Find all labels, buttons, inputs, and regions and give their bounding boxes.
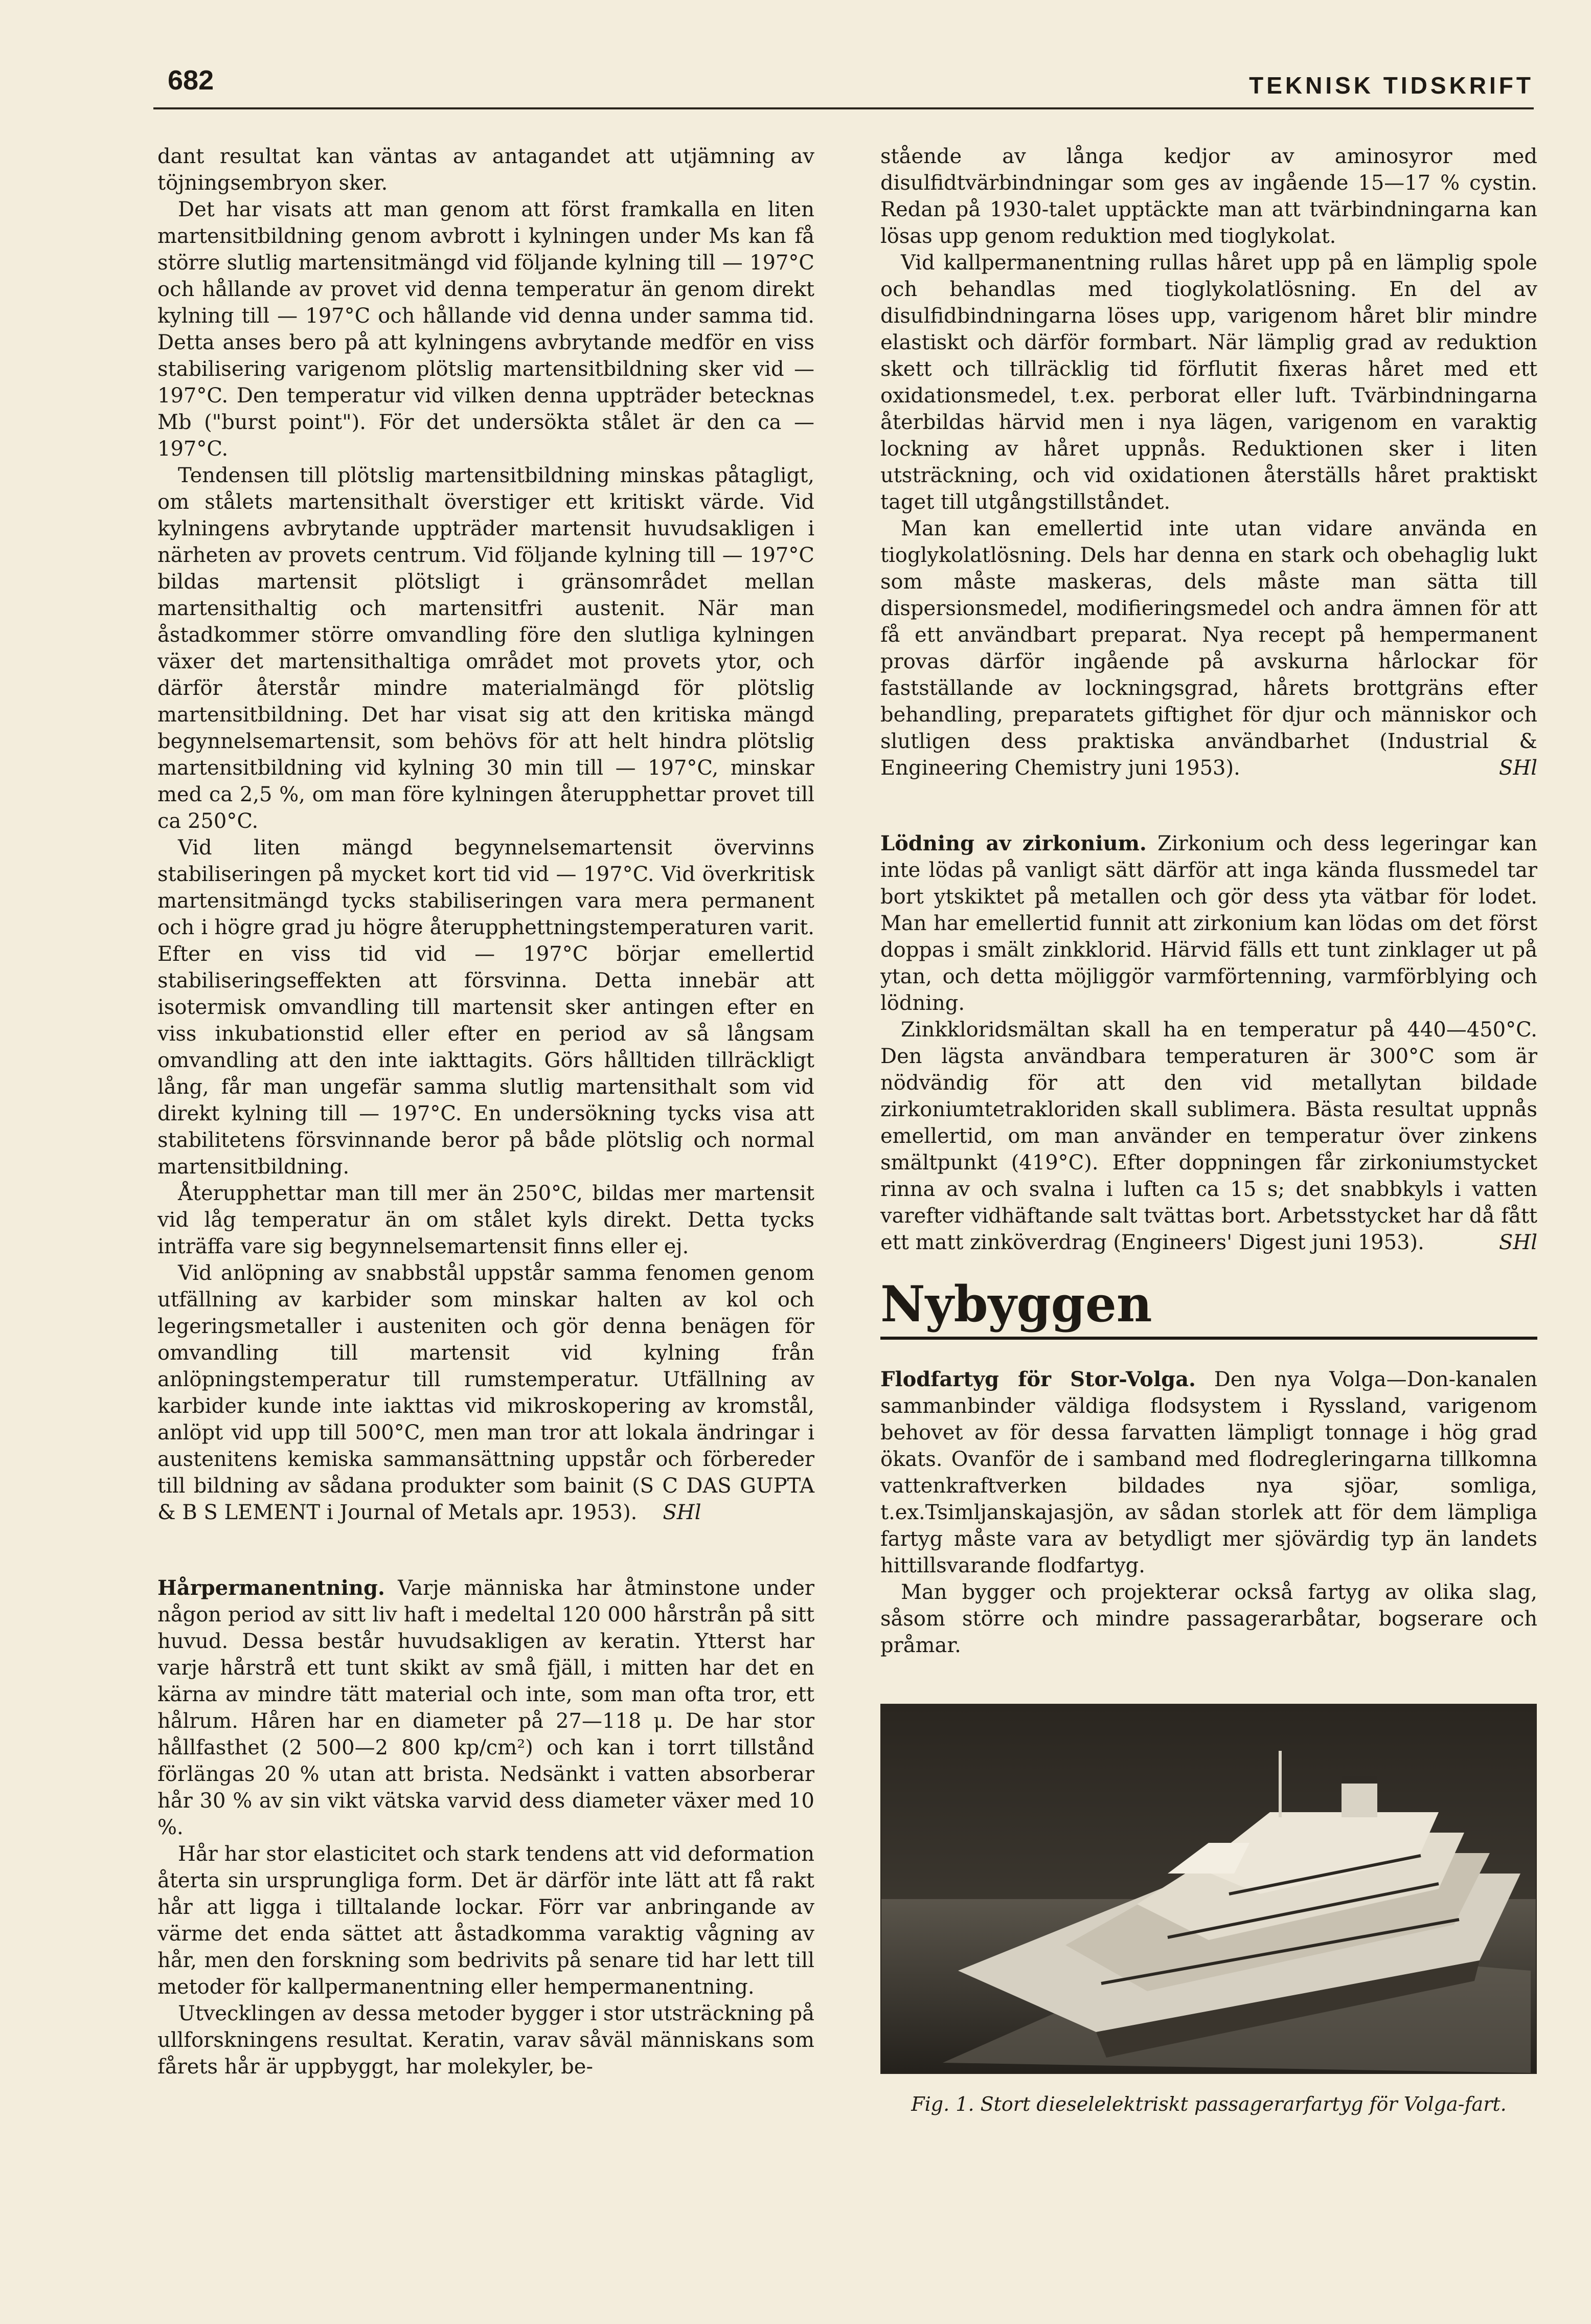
author-signature: SHl <box>1498 1231 1537 1254</box>
article-heading: Flodfartyg för Stor-Volga. <box>880 1367 1196 1391</box>
paragraph: Hår har stor elasticitet och stark tendens att vid deformation återta sin ursprungliga form. Det är därför inte lätt att få rakt hår att ligga i tilltalande lockar. Förr var anbringande av värme det enda sättet att åstadkomma varaktig vågning av hår, men den forskning som bedrivits på senare tid har lett till metoder för kallpermanentning eller hempermanentning. <box>157 1842 814 1999</box>
paragraph: Man bygger och projekterar också fartyg av olika slag, såsom större och mindre passagerarbåtar, bogserare och pråmar. <box>880 1581 1537 1657</box>
author-signature: SHl <box>1498 756 1537 780</box>
section-divider <box>880 1337 1537 1340</box>
section-title: Nybyggen <box>880 1275 1152 1333</box>
author-signature: SHl <box>663 1501 701 1524</box>
paragraph: Utvecklingen av dessa metoder bygger i stor utsträckning på ullforskningens resultat. Keratin, varav såväl människans som fårets hår är uppbyggt, har molekyler, be- <box>157 2002 814 2079</box>
article-hair-permanent <box>157 1575 814 1841</box>
article-zirconium-soldering <box>880 830 1537 1017</box>
paragraph-with-sign <box>880 1017 1537 1256</box>
paragraph: Tendensen till plötslig martensitbildning minskas påtagligt, om stålets martensithalt överstiger ett kritiskt värde. Vid kylningens avbrytande uppträder martensit huvudsakligen i närheten av provets centrum. Vid följande kylning till — 197°C bildas martensit plötsligt i gränsområdet mellan martensithaltig och martensitfri austenit. När man åstadkommer större omvandling före den slutliga kylningen växer det martensithaltiga området mot provets ytor, och därför återstår mindre materialmängd för plötslig martensitbildning. Det har visat sig att den kritiska mängd begynnelsemartensit, som behövs för att helt hindra plötslig martensitbildning vid kylning 30 min till — 197°C, minskar med ca 2,5 %, om man före kylningen återupphettar provet till ca 250°C. <box>157 464 814 833</box>
paragraph: dant resultat kan väntas av antagandet att utjämning av töjningsembryon sker. <box>157 145 814 195</box>
ship-illustration <box>881 1705 1536 2073</box>
left-column <box>157 143 814 2080</box>
paragraph-with-sign <box>880 515 1537 781</box>
paragraph-text: Man kan emellertid inte utan vidare använda en tioglykolatlösning. Dels har denna en stark och obehaglig lukt som måste maskeras, dels måste man sätta till dispersionsmedel, modifieringsmedel och andra ämnen för att få ett användbart preparat. Nya recept på hempermanent provas därför ingående på avskurna hårlockar för fastställande av lockningsgrad, hårets brottgräns efter behandling, preparatets giftighet för djur och människor och slutligen dess praktiska användbarhet (Industrial & Engineering Chemistry juni 1953). <box>880 517 1537 780</box>
paragraph: Det har visats att man genom att först framkalla en liten martensitbildning genom avbrott i kylningen under Ms kan få större slutlig martensitmängd vid följande kylning till — 197°C och hållande av provet vid denna temperatur än genom direkt kylning till — 197°C och hållande vid denna under samma tid. Detta anses bero på att kylningens avbrytande medför en viss stabilisering varigenom plötslig martensitbildning sker vid — 197°C. Den temperatur vid vilken denna uppträder betecknas Mb ("burst point"). För det undersökta stålet är den ca — 197°C. <box>157 198 814 461</box>
journal-title: TEKNISK TIDSKRIFT <box>1249 72 1534 99</box>
funnel-band <box>1342 1776 1377 1784</box>
paragraph: Vid kallpermanentning rullas håret upp på en lämplig spole och behandlas med tioglykolatlösning. En del av disulfidbindningarna löses upp, varigenom håret blir mindre elastiskt och därför formbart. När lämplig grad av reduktion skett och tillräcklig tid förflutit fixeras håret med ett oxidationsmedel, t.ex. perborat eller luft. Tvärbindningarna återbildas härvid men i nya lägen, varigenom en varaktig lockning av håret uppnås. Reduktionen sker i liten utsträckning, och vid oxidationen återställs håret praktiskt taget till utgångstillståndet. <box>880 251 1537 514</box>
article-volga-river-ship <box>880 1366 1537 1579</box>
article-heading: Lödning av zirkonium. <box>880 831 1147 855</box>
paragraph-text: Vid anlöpning av snabbstål uppstår samma fenomen genom utfällning av karbider som minskar halten av kol och legeringsmetaller i austeniten och gör denna benägen för omvandling till martensit vid kylning från anlöpningstemperatur till rumstemperatur. Utfällning av karbider kunde inte iakttas vid mikroskopering av kromstål, anlöpt vid upp till 500°C, men man tror att lokala ändringar i austenitens kemiska sammansättning uppstår och förbereder till bildning av sådana produkter som bainit (S C DAS GUPTA & B S LEMENT i Journal of Metals apr. 1953). <box>157 1261 814 1524</box>
ship-photo <box>880 1704 1537 2074</box>
right-column <box>880 143 1537 2117</box>
page-number: 682 <box>168 65 214 96</box>
paragraph: stående av långa kedjor av aminosyror med disulfidtvärbindningar som ges av ingående 15—17 % cystin. Redan på 1930-talet upptäckte man att tvärbindningarna kan lösas upp genom reduktion med tioglykolat. <box>880 145 1537 248</box>
paragraph: Återupphettar man till mer än 250°C, bildas mer martensit vid låg temperatur än om stålet kyls direkt. Detta tycks inträffa vare sig begynnelsemartensit finns eller ej. <box>157 1182 814 1258</box>
paragraph-text: Varje människa har åtminstone under någon period av sitt liv haft i medeltal 120 000 hårstrån på sitt huvud. Dessa består huvudsakligen av keratin. Ytterst har varje hårstrå ett tunt skikt av små fjäll, i mitten har det en kärna av mindre tätt material och inte, som man ofta tror, ett hålrum. Håren har en diameter på 27—118 μ. De har stor hållfasthet (2 500—2 800 kp/cm²) och kan i torrt tillstånd förlängas 20 % utan att brista. Nedsänkt i vatten absorberar hår 30 % av sin vikt vätska varvid dess diameter växer med 10 %. <box>157 1576 815 1839</box>
paragraph-text: Zirkonium och dess legeringar kan inte lödas på vanligt sätt därför att inga kända flussmedel tar bort ytskiktet på metallen och gör dess yta vätbar för lodet. Man har emellertid funnit att zirkonium kan lödas om det först doppas i smält zinkklorid. Härvid fälls ett tunt zinklager ut på ytan, och detta möjliggör varmförtenning, varmförblying och lödning. <box>880 832 1537 1015</box>
figure-caption: Fig. 1. Stort dieselelektriskt passagerarfartyg för Volga-fart. <box>911 2093 1507 2115</box>
paragraph: Vid liten mängd begynnelsemartensit övervinns stabiliseringen på mycket kort tid vid — 197°C. Vid överkritisk martensitmängd tycks stabiliseringen vara mera permanent och i högre grad ju högre återupphettningstemperaturen varit. Efter en viss tid vid — 197°C börjar emellertid stabiliseringseffekten att försvinna. Detta innebär att isotermisk omvandling till martensit sker antingen efter en viss inkubationstid eller efter en period av så långsam omvandling att den inte iakttagits. Görs hålltiden tillräckligt lång, får man ungefär samma slutlig martensithalt som vid direkt kylning till — 197°C. En undersökning tycks visa att stabilitetens försvinnande beror på både plötslig och normal martensitbildning. <box>157 836 814 1179</box>
page-header <box>153 56 1534 109</box>
article-heading: Hårpermanentning. <box>157 1576 385 1600</box>
paragraph-text: Zinkkloridsmältan skall ha en temperatur på 440—450°C. Den lägsta användbara temperaturen är 300°C som är nödvändig för att den vid metallytan bildade zirkoniumtetrakloriden skall sublimera. Bästa resultat uppnås emellertid, om man använder en temperatur över zinkens smältpunkt (419°C). Efter doppningen får zirkoniumstycket rinna av och svalna i luften ca 15 s; det snabbkyls i vatten varefter vidhäftande salt tvättas bort. Arbetsstycket har då fått ett matt zinköverdrag (Engineers' Digest juni 1953). <box>880 1018 1537 1254</box>
paragraph-text: Den nya Volga—Don-kanalen sammanbinder väldiga flodsystem i Ryssland, varigenom behovet av för dessa farvatten lämpligt tonnage i hög grad ökats. Ovanför de i samband med flodregleringarna tillkomna vattenkraftverken bildades nya sjöar, somliga, t.ex.Tsimljanskajasjön, av sådan storlek att för dem lämpliga fartyg måste vara av betydligt mer sjövärdig typ än landets hittillsvarande flodfartyg. <box>880 1368 1538 1577</box>
paragraph-with-sign <box>157 1260 814 1526</box>
